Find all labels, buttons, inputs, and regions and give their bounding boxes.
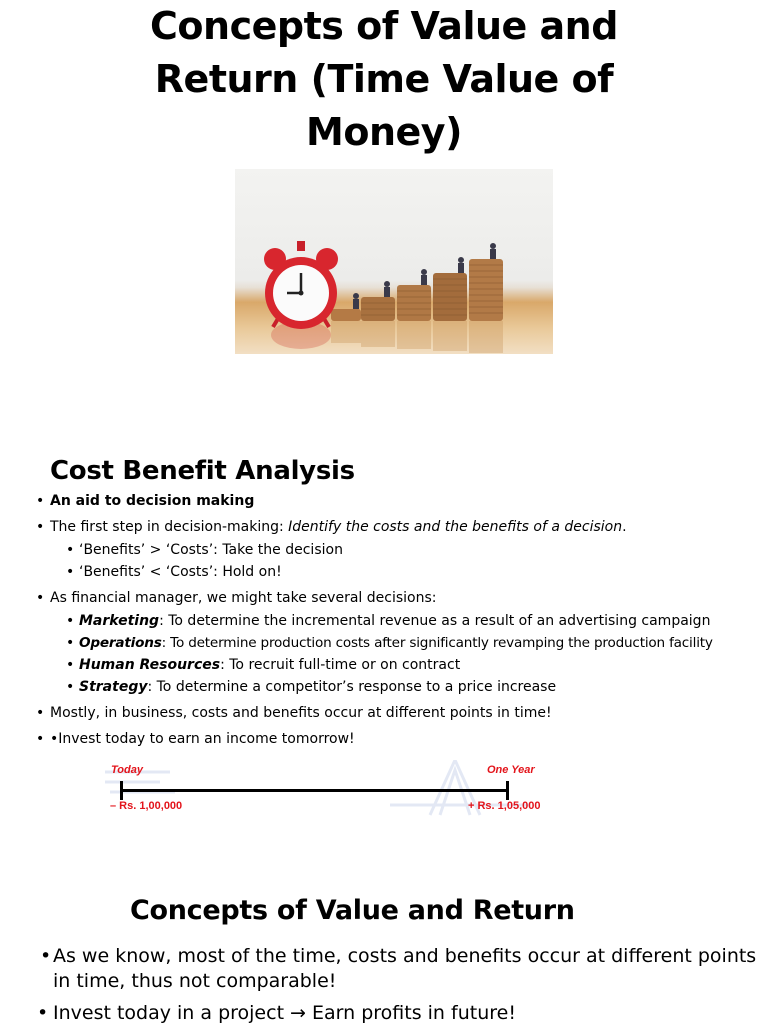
section-heading-cost-benefit: Cost Benefit Analysis	[50, 456, 355, 486]
bullet-dot: •	[36, 705, 45, 721]
bullet-desc: : To recruit full-time or on contract	[220, 657, 461, 673]
bullet-term: Operations	[79, 635, 162, 651]
bullet-text	[50, 518, 627, 536]
bullet-dot: •	[66, 542, 75, 558]
bullet-term: Strategy	[79, 679, 148, 695]
bullet-text: Invest today in a project → Earn profits in future!	[53, 1002, 516, 1024]
title-line-1: Concepts of Value and	[150, 4, 618, 48]
bullet-text: ‘Benefits’ > ‘Costs’: Take the decision	[79, 542, 343, 558]
bullet-dot: •	[66, 679, 75, 695]
bullet-text	[79, 656, 460, 674]
bullet-dot: •	[36, 519, 45, 535]
timeline-axis	[122, 789, 508, 792]
bullet-text	[79, 612, 710, 630]
bullet-term: Marketing	[79, 613, 160, 629]
timeline-label-one-year: One Year	[487, 764, 535, 776]
bullet-text: ‘Benefits’ < ‘Costs’: Hold on!	[79, 564, 282, 580]
slide-title	[0, 0, 768, 159]
bullet-text-italic: Identify the costs and the benefits of a decision	[288, 519, 623, 535]
bullet-text: in time, thus not comparable!	[53, 970, 337, 992]
bullet-dot: •	[40, 945, 52, 967]
bullet-text: Mostly, in business, costs and benefits occur at different points in time!	[50, 705, 552, 721]
bullet-term: Human Resources	[79, 657, 221, 673]
title-line-3: Money)	[306, 110, 462, 154]
timeline-amount-inflow: + Rs. 1,05,000	[468, 800, 541, 812]
bullet-desc: : To determine a competitor’s response to a price increase	[147, 679, 557, 695]
timeline-amount-outflow: – Rs. 1,00,000	[110, 800, 183, 812]
bullet-text-suffix: .	[622, 519, 627, 535]
bullet-text: An aid to decision making	[50, 493, 255, 509]
title-line-2: Return (Time Value of	[154, 57, 614, 101]
bullet-text	[79, 634, 713, 652]
bullet-dot: •	[36, 731, 45, 747]
section-heading-value-return: Concepts of Value and Return	[130, 895, 575, 926]
bullet-desc: : To determine production costs after significantly revamping the production facility	[161, 635, 713, 651]
bullet-text	[79, 678, 556, 696]
bullet-desc: : To determine the incremental revenue as a result of an advertising campaign	[159, 613, 711, 629]
bullet-dot: •	[36, 590, 45, 606]
bullet-dot: •	[66, 564, 75, 580]
bullet-dot: •	[37, 1002, 49, 1024]
bullet-dot: •	[66, 635, 75, 651]
bullet-dot: •	[66, 613, 75, 629]
bullet-dot: •	[66, 657, 75, 673]
bullet-text-prefix: The first step in decision-making:	[50, 519, 289, 535]
timeline-tick-start	[120, 781, 123, 800]
alarm-clock-coin-stacks-photo	[235, 169, 553, 354]
cash-flow-timeline	[100, 760, 550, 816]
alarm-clock-icon	[264, 241, 338, 329]
photo-illustration	[235, 169, 553, 354]
bullet-text: As we know, most of the time, costs and benefits occur at different points	[53, 945, 757, 967]
bullet-text: •Invest today to earn an income tomorrow!	[50, 731, 355, 747]
timeline-label-today: Today	[111, 764, 143, 776]
bullet-text: As financial manager, we might take several decisions:	[50, 590, 437, 606]
coin-stacks	[331, 259, 503, 321]
bullet-dot: •	[36, 493, 45, 509]
timeline-tick-end	[506, 781, 509, 800]
